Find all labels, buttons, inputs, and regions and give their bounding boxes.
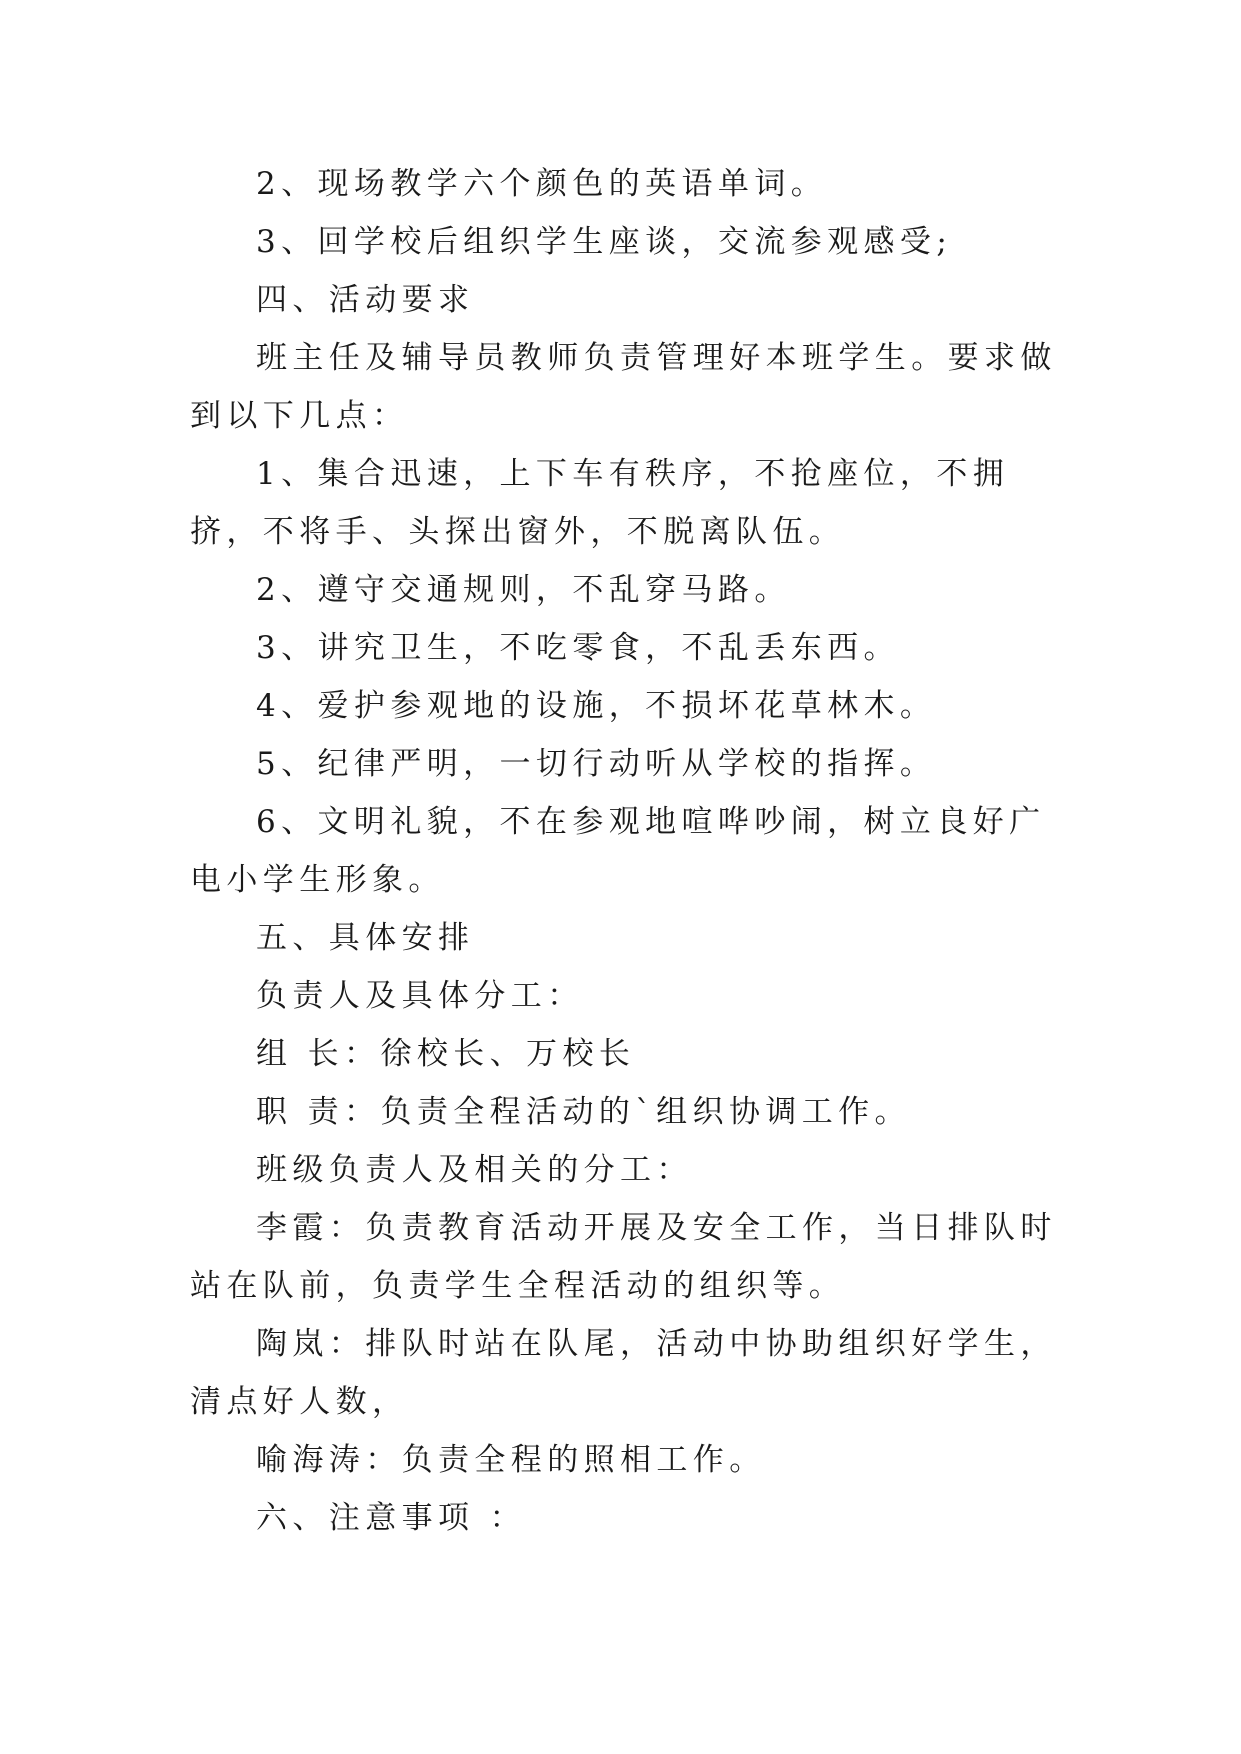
paragraph-requirement-6: 6、文明礼貌，不在参观地喧哗吵闹，树立良好广电小学生形象。 xyxy=(190,804,1046,898)
section-heading-notes: 六、注意事项 ： xyxy=(256,1500,527,1536)
paragraph-task-2: 2、现场教学六个颜色的英语单词。 xyxy=(256,166,828,202)
paragraph-tao-lan: 陶岚：排队时站在队尾，活动中协助组织好学生，清点好人数， xyxy=(190,1326,1057,1420)
paragraph-responsible-persons: 负责人及具体分工： xyxy=(256,978,584,1014)
paragraph-duties: 职 责：负责全程活动的`组织协调工作。 xyxy=(256,1094,911,1130)
paragraph-requirement-4: 4、爱护参观地的设施，不损坏花草林木。 xyxy=(256,688,937,724)
document-body xyxy=(190,155,1060,1547)
paragraph-requirement-2: 2、遵守交通规则，不乱穿马路。 xyxy=(256,572,791,608)
paragraph-task-3: 3、回学校后组织学生座谈，交流参观感受; xyxy=(256,224,953,260)
paragraph-class-leaders: 班级负责人及相关的分工： xyxy=(256,1152,693,1188)
paragraph-requirement-5: 5、纪律严明，一切行动听从学校的指挥。 xyxy=(256,746,937,782)
paragraph-requirement-3: 3、讲究卫生，不吃零食，不乱丢东西。 xyxy=(256,630,900,666)
section-heading-requirements: 四、活动要求 xyxy=(256,282,475,318)
paragraph-yu-haitao: 喻海涛：负责全程的照相工作。 xyxy=(256,1442,766,1478)
paragraph-requirement-1: 1、集合迅速，上下车有秩序，不抢座位，不拥挤，不将手、头探出窗外，不脱离队伍。 xyxy=(190,456,1010,550)
paragraph-li-xia: 李霞：负责教育活动开展及安全工作，当日排队时站在队前，负责学生全程活动的组织等。 xyxy=(190,1210,1057,1304)
paragraph-requirements-intro: 班主任及辅导员教师负责管理好本班学生。要求做到以下几点： xyxy=(190,340,1057,434)
section-heading-arrangements: 五、具体安排 xyxy=(256,920,475,956)
paragraph-group-leader: 组 长：徐校长、万校长 xyxy=(256,1036,636,1072)
